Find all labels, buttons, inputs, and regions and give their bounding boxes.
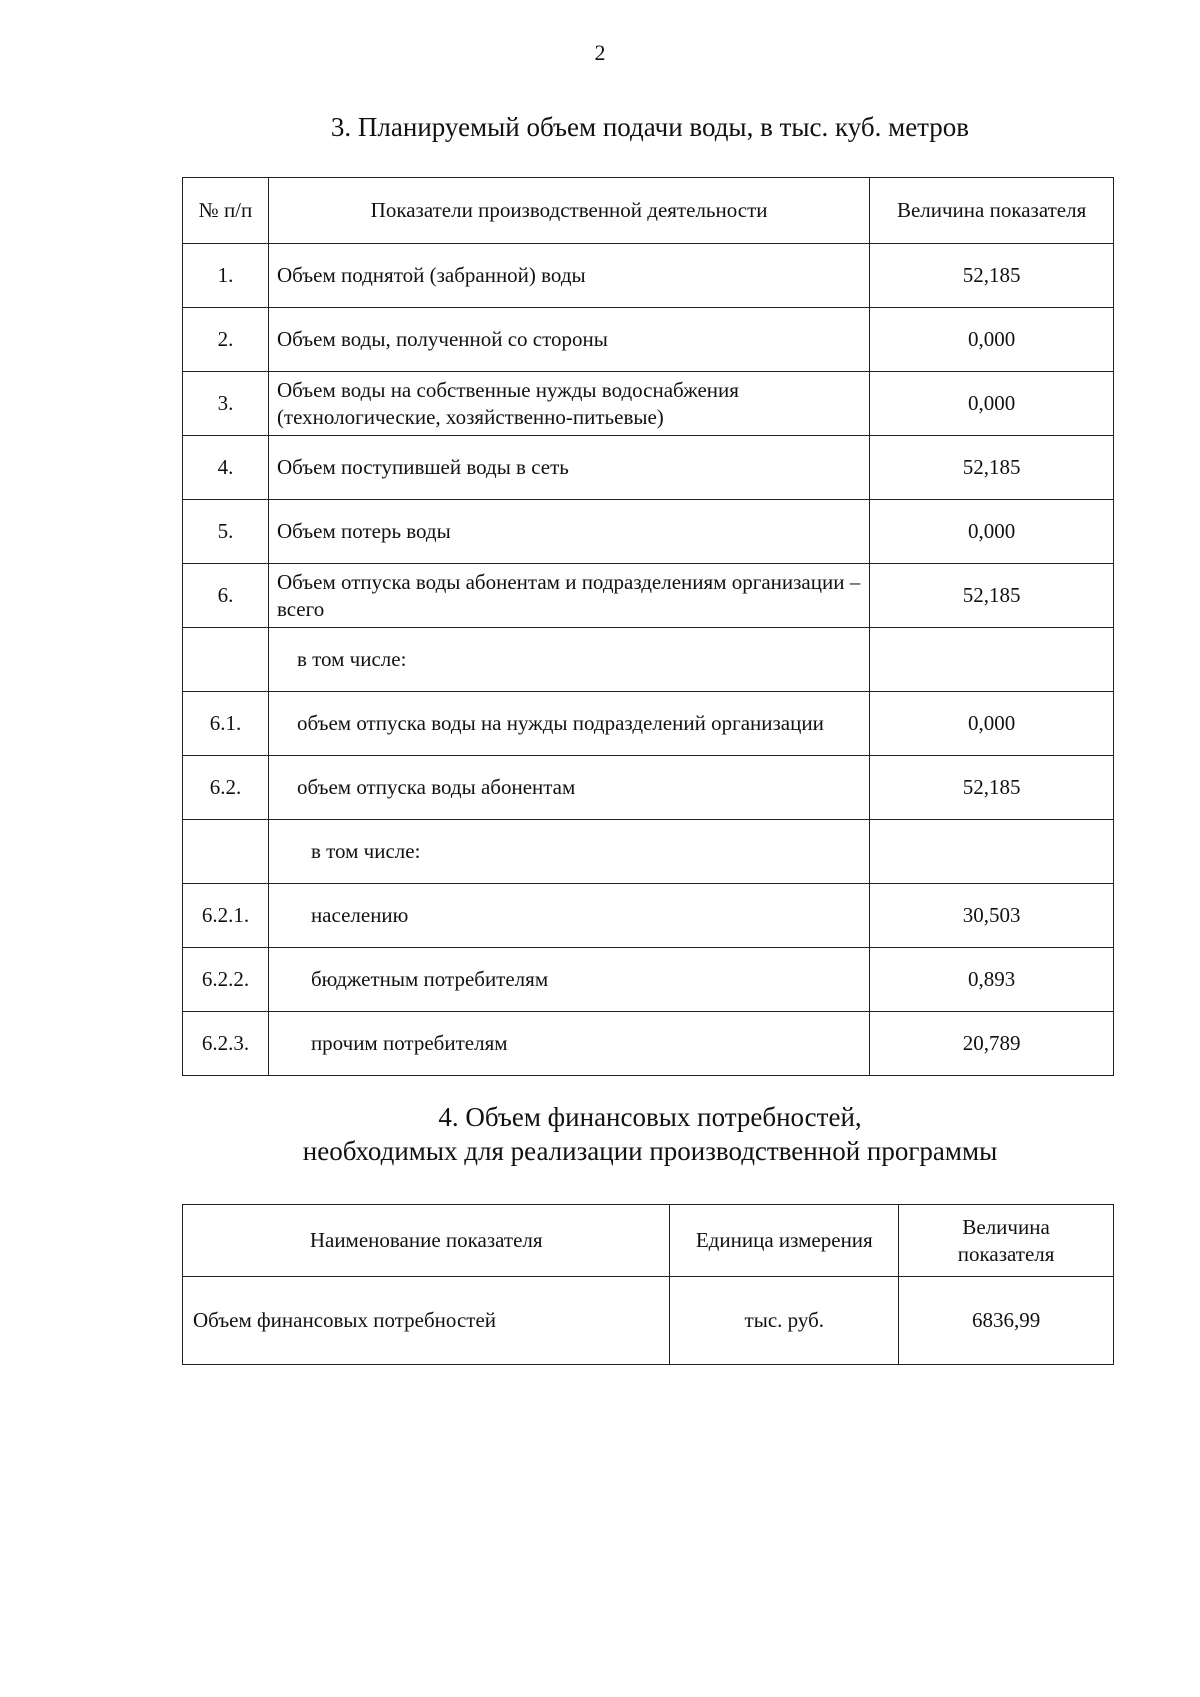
- row-name: Объем отпуска воды абонентам и подразделениям организации – всего: [268, 564, 869, 628]
- row-name: в том числе:: [268, 628, 869, 692]
- row-value: 0,000: [870, 500, 1114, 564]
- table-row: [183, 884, 1114, 948]
- table-row: [183, 820, 1114, 884]
- row-num: 1.: [183, 244, 269, 308]
- row-value: 52,185: [870, 756, 1114, 820]
- table-header-row: [183, 178, 1114, 244]
- row-name: Объем поступившей воды в сеть: [268, 436, 869, 500]
- row-num: 6.1.: [183, 692, 269, 756]
- row-name: Объем поднятой (забранной) воды: [268, 244, 869, 308]
- row-num: [183, 628, 269, 692]
- table-row: [183, 244, 1114, 308]
- row-num: 6.2.1.: [183, 884, 269, 948]
- header-indicator: Показатели производственной деятельности: [268, 178, 869, 244]
- row-num: 4.: [183, 436, 269, 500]
- row-value: [870, 628, 1114, 692]
- row-name: объем отпуска воды на нужды подразделений организации: [268, 692, 869, 756]
- header-unit: Единица измерения: [670, 1205, 899, 1277]
- row-name: Объем воды на собственные нужды водоснабжения (технологические, хозяйственно-питьевые): [268, 372, 869, 436]
- row-name: в том числе:: [268, 820, 869, 884]
- row-name: бюджетным потребителям: [268, 948, 869, 1012]
- financial-needs-table: [182, 1204, 1114, 1365]
- table-row: [183, 948, 1114, 1012]
- row-value: 52,185: [870, 436, 1114, 500]
- water-supply-table: [182, 177, 1114, 1076]
- section-3-title: 3. Планируемый объем подачи воды, в тыс. куб. метров: [330, 112, 970, 142]
- row-name: населению: [268, 884, 869, 948]
- section-4-title-line2: необходимых для реализации производственной программы: [302, 1136, 998, 1166]
- row-num: 6.: [183, 564, 269, 628]
- header-num: № п/п: [183, 178, 269, 244]
- table-row: [183, 756, 1114, 820]
- table-row: [183, 436, 1114, 500]
- header-value-line2: показателя: [957, 1241, 1055, 1266]
- row-value: 0,000: [870, 372, 1114, 436]
- table-row: [183, 308, 1114, 372]
- row-unit: тыс. руб.: [670, 1277, 899, 1365]
- row-num: 6.2.: [183, 756, 269, 820]
- row-num: 5.: [183, 500, 269, 564]
- header-value: [899, 1205, 1114, 1277]
- row-name: объем отпуска воды абонентам: [268, 756, 869, 820]
- section-4-title: [50, 1100, 1200, 1168]
- row-name: Объем финансовых потребностей: [183, 1277, 670, 1365]
- row-value: 0,000: [870, 308, 1114, 372]
- row-num: 6.2.2.: [183, 948, 269, 1012]
- section-4-title-line1: 4. Объем финансовых потребностей,: [438, 1102, 862, 1132]
- row-value: 52,185: [870, 564, 1114, 628]
- row-value: 6836,99: [899, 1277, 1114, 1365]
- table-row: [183, 564, 1114, 628]
- row-num: 2.: [183, 308, 269, 372]
- table-row: [183, 692, 1114, 756]
- row-value: 30,503: [870, 884, 1114, 948]
- page-number: 2: [594, 40, 606, 65]
- table-row: [183, 500, 1114, 564]
- row-name: Объем воды, полученной со стороны: [268, 308, 869, 372]
- table-row: [183, 628, 1114, 692]
- row-num: 6.2.3.: [183, 1012, 269, 1076]
- row-value: 0,893: [870, 948, 1114, 1012]
- row-value: 20,789: [870, 1012, 1114, 1076]
- table-row: [183, 372, 1114, 436]
- table-header-row: [183, 1205, 1114, 1277]
- header-value: Величина показателя: [870, 178, 1114, 244]
- row-num: 3.: [183, 372, 269, 436]
- header-indicator-name: Наименование показателя: [183, 1205, 670, 1277]
- header-value-line1: Величина: [962, 1214, 1050, 1239]
- row-num: [183, 820, 269, 884]
- row-value: [870, 820, 1114, 884]
- row-value: 52,185: [870, 244, 1114, 308]
- row-value: 0,000: [870, 692, 1114, 756]
- row-name: Объем потерь воды: [268, 500, 869, 564]
- table-row: [183, 1012, 1114, 1076]
- table-row: [183, 1277, 1114, 1365]
- row-name: прочим потребителям: [268, 1012, 869, 1076]
